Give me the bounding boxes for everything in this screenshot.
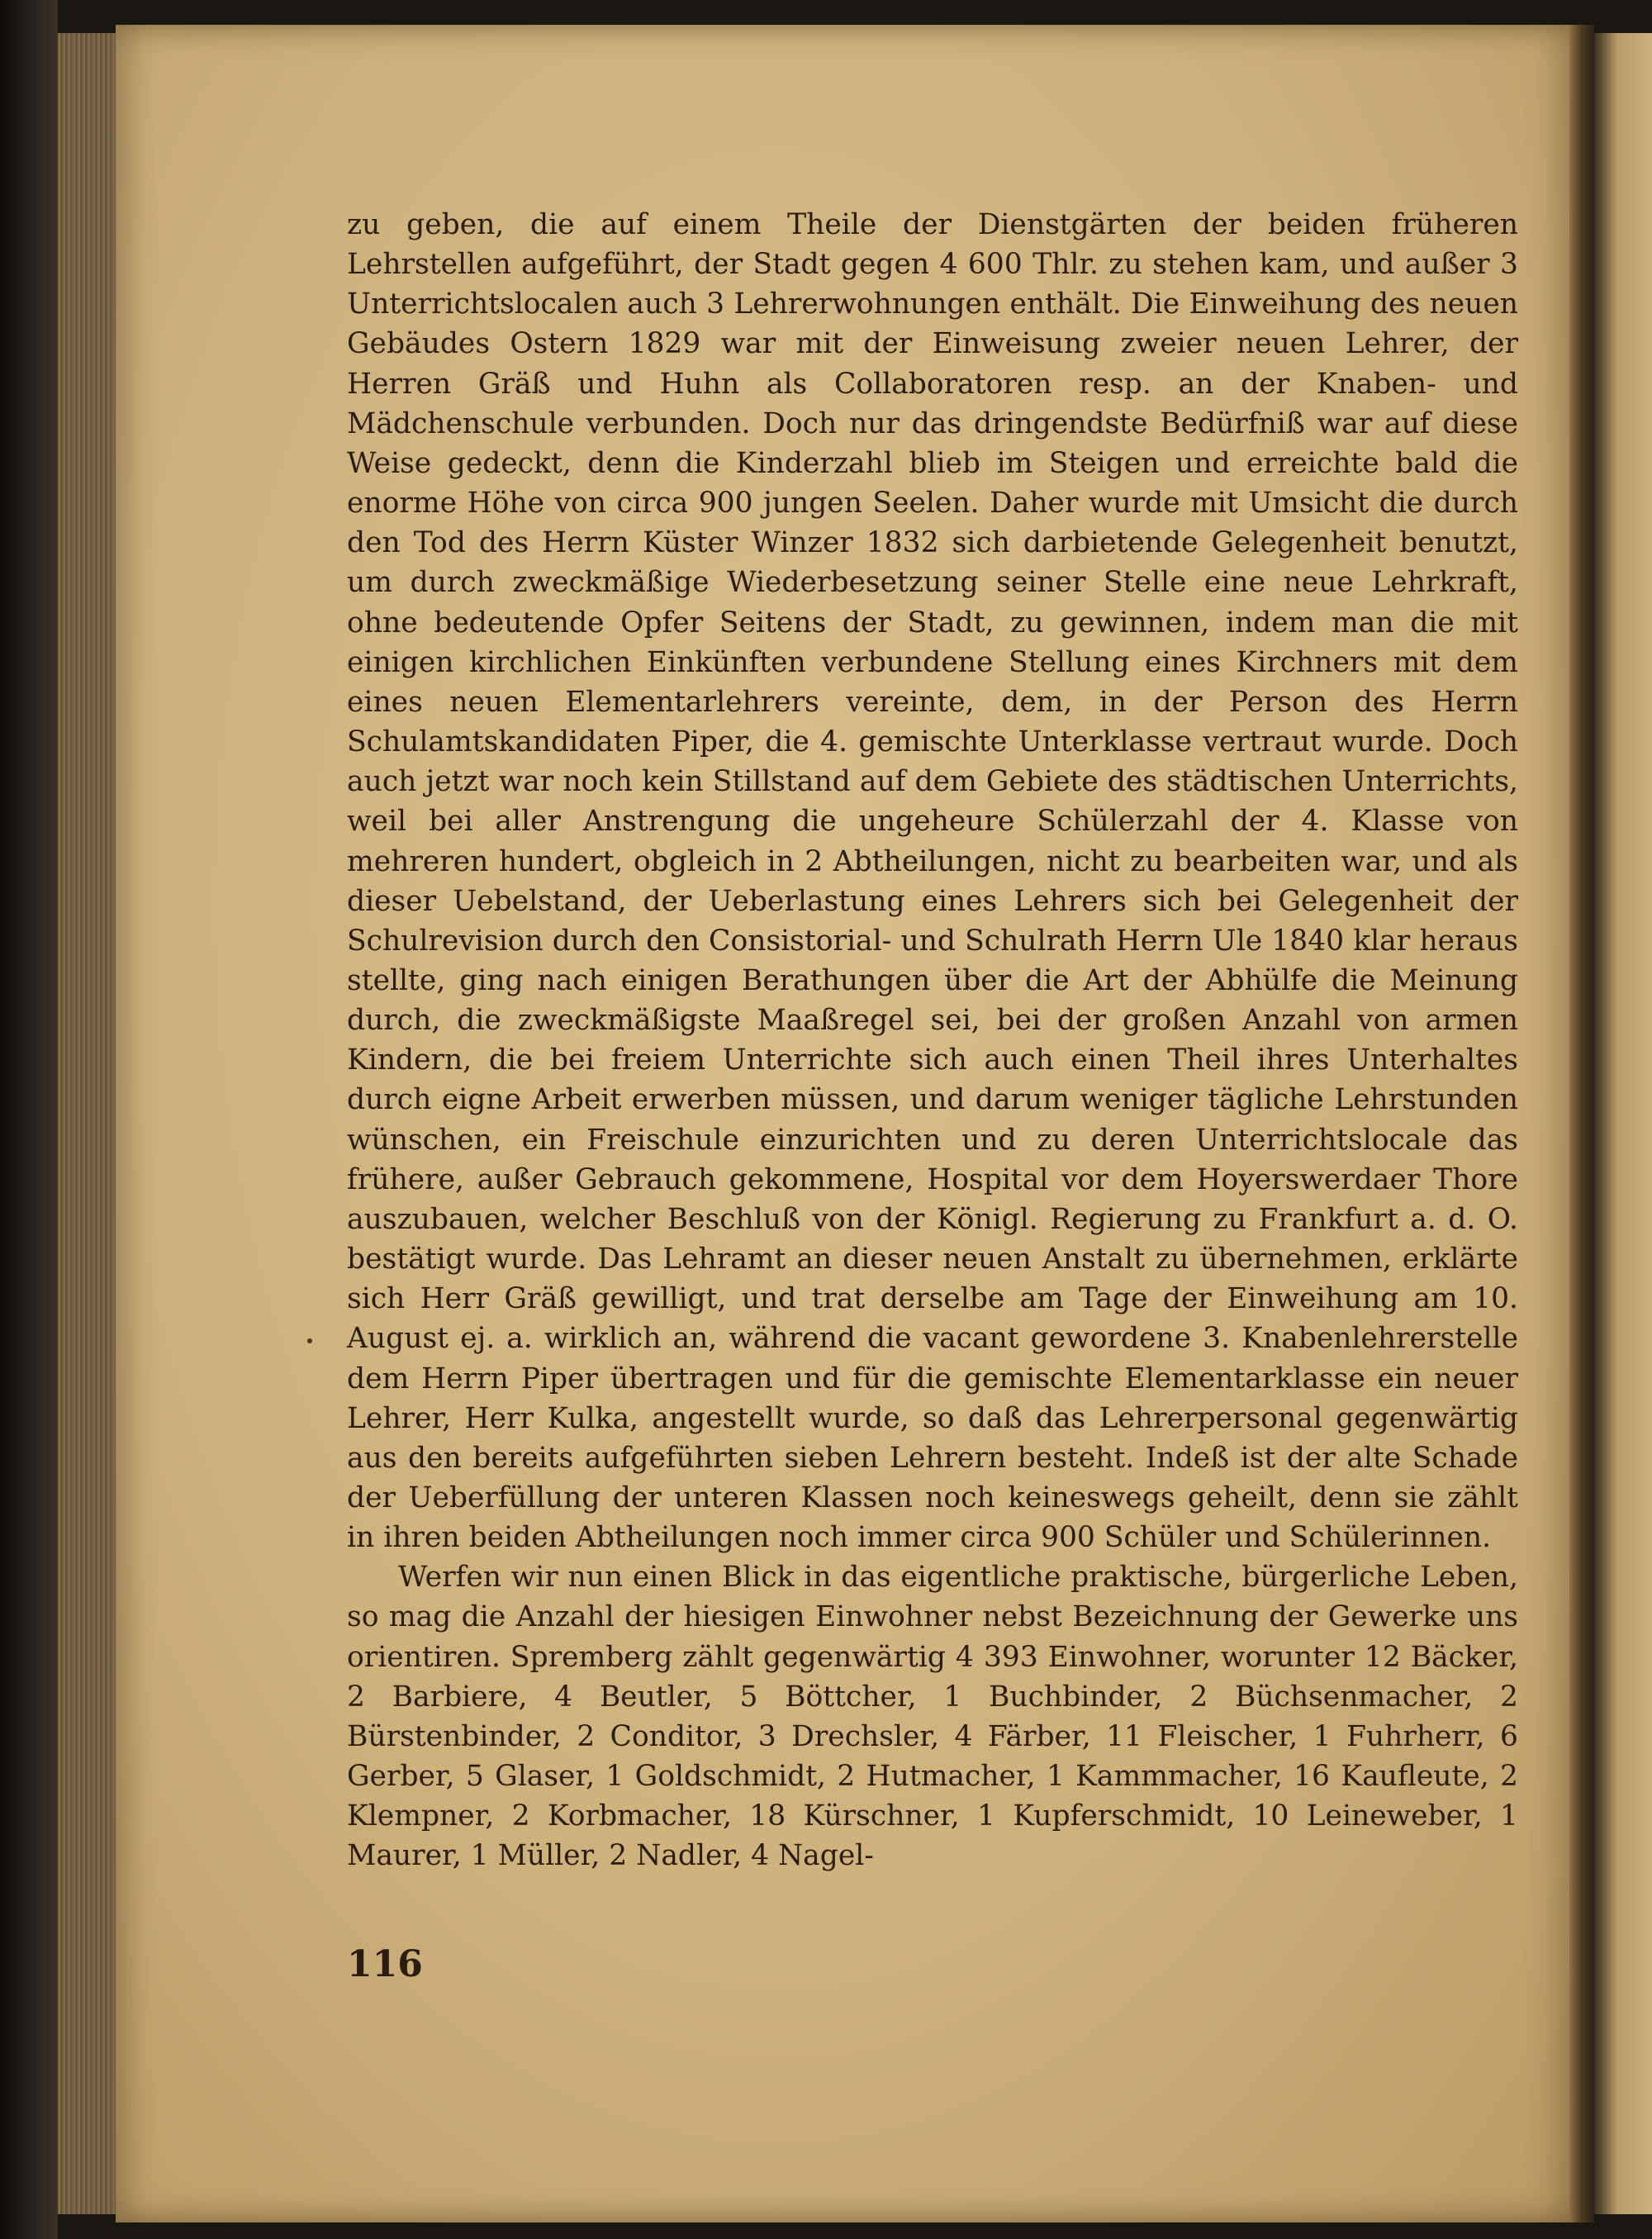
book-gutter: [1569, 25, 1594, 2222]
page-number: 116: [347, 1943, 423, 1985]
paragraph-2: Werfen wir nun einen Blick in das eigentliche praktische, bürgerliche Leben, so mag die Anzahl der hiesigen Einwohner nebst Bezeichnung der Gewerke uns orientiren. Spremberg zählt gegenwärtig 4 393 Einwohner, worunter 12 Bäcker, 2 Barbiere, 4 Beutler, 5 Böttcher, 1 Buchbinder, 2 Büchsenmacher, 2 Bürstenbinder, 2 Conditor, 3 Drechsler, 4 Färber, 11 Fleischer, 1 Fuhrherr, 6 Gerber, 5 Glaser, 1 Goldschmidt, 2 Hutmacher, 1 Kammmacher, 16 Kaufleute, 2 Klempner, 2 Korbmacher, 18 Kürschner, 1 Kupferschmidt, 10 Leineweber, 1 Maurer, 1 Müller, 2 Nadler, 4 Nagel-: [347, 1561, 1518, 1873]
facing-page-edge: [1594, 33, 1652, 2214]
body-text: [347, 205, 1518, 1876]
book-cover-edge: [0, 0, 58, 2239]
paper-speck: [307, 1338, 312, 1343]
paragraph-1: zu geben, die auf einem Theile der Dienstgärten der beiden früheren Lehrstellen aufgeführt, der Stadt gegen 4 600 Thlr. zu stehen kam, und außer 3 Unterrichtslocalen auch 3 Lehrerwohnungen enthält. Die Einweihung des neuen Gebäudes Ostern 1829 war mit der Einweisung zweier neuen Lehrer, der Herren Gräß und Huhn als Collaboratoren resp. an der Knaben- und Mädchenschule verbunden. Doch nur das dringendste Bedürfniß war auf diese Weise gedeckt, denn die Kinderzahl blieb im Steigen und erreichte bald die enorme Höhe von circa 900 jungen Seelen. Daher wurde mit Umsicht die durch den Tod des Herrn Küster Winzer 1832 sich darbietende Gelegenheit benutzt, um durch zweckmäßige Wiederbesetzung seiner Stelle eine neue Lehrkraft, ohne bedeutende Opfer Seitens der Stadt, zu gewinnen, indem man die mit einigen kirchlichen Einkünften verbundene Stellung eines Kirchners mit dem eines neuen Elementarlehrers vereinte, dem, in der Person des Herrn Schulamtskandidaten Piper, die 4. gemischte Unterklasse vertraut wurde. Doch auch jetzt war noch kein Stillstand auf dem Gebiete des städtischen Unterrichts, weil bei aller Anstrengung die ungeheure Schülerzahl der 4. Klasse von mehreren hundert, obgleich in 2 Abtheilungen, nicht zu bearbeiten war, und als dieser Uebelstand, der Ueberlastung eines Lehrers sich bei Gelegenheit der Schulrevision durch den Consistorial- und Schulrath Herrn Ule 1840 klar heraus stellte, ging nach einigen Berathungen über die Art der Abhülfe die Meinung durch, die zweckmäßigste Maaßregel sei, bei der großen Anzahl von armen Kindern, die bei freiem Unterrichte sich auch einen Theil ihres Unterhaltes durch eigne Arbeit erwerben müssen, und darum weniger tägliche Lehrstunden wünschen, ein Freischule einzurichten und zu deren Unterrichtslocale das frühere, außer Gebrauch gekommene, Hospital vor dem Hoyerswerdaer Thore auszubauen, welcher Beschluß von der Königl. Regierung zu Frankfurt a. d. O. bestätigt wurde. Das Lehramt an dieser neuen Anstalt zu übernehmen, erklärte sich Herr Gräß gewilligt, und trat derselbe am Tage der Einweihung am 10. August ej. a. wirklich an, während die vacant gewordene 3. Knabenlehrerstelle dem Herrn Piper übertragen und für die gemischte Elementarklasse ein neuer Lehrer, Herr Kulka, angestellt wurde, so daß das Lehrerpersonal gegenwärtig aus den bereits aufgeführten sieben Lehrern besteht. Indeß ist der alte Schade der Ueberfüllung der unteren Klassen noch keineswegs geheilt, denn sie zählt in ihren beiden Abtheilungen noch immer circa 900 Schüler und Schülerinnen.: [347, 208, 1518, 1555]
